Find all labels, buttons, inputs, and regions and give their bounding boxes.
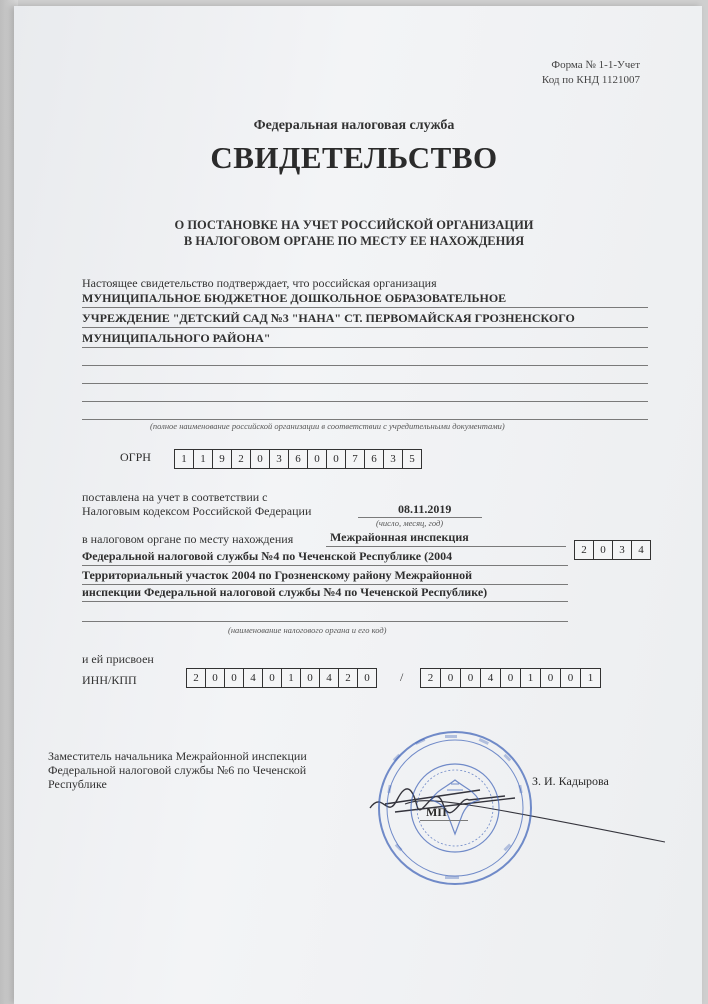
digit-box: 4	[319, 669, 338, 687]
org-name-line-3: МУНИЦИПАЛЬНОГО РАЙОНА"	[82, 331, 271, 345]
signatory-position: Заместитель начальника Межрайонной инспекции Федеральной налоговой службы №6 по Чеченской Республике	[48, 749, 307, 791]
inn-kpp-label: ИНН/КПП	[82, 673, 137, 687]
registration-line-1: поставлена на учет в соответствии с	[82, 490, 268, 504]
org-rule-7	[82, 419, 648, 420]
registration-date: 08.11.2019	[398, 502, 452, 516]
document-subtitle	[0, 217, 708, 249]
digit-box: 2	[427, 672, 434, 684]
digit-box: 0	[326, 450, 345, 468]
digit-box: 0	[593, 541, 612, 559]
authority-rule-4	[82, 601, 568, 602]
intro-text: Настоящее свидетельство подтверждает, что российская организация	[82, 276, 437, 290]
digit-box: 0	[205, 669, 224, 687]
digit-box: 7	[345, 450, 364, 468]
digit-box: 9	[212, 450, 231, 468]
org-rule-3	[82, 347, 648, 348]
digit-box: 0	[560, 669, 580, 687]
digit-box: 4	[243, 669, 262, 687]
inn-kpp-separator: /	[400, 670, 404, 684]
assigned-label: и ей присвоен	[82, 652, 154, 666]
digit-box: 0	[250, 450, 269, 468]
authority-line-1: Межрайонная инспекция	[330, 530, 469, 544]
digit-box: 4	[631, 541, 650, 559]
digit-box: 3	[269, 450, 288, 468]
org-rule-1	[82, 307, 648, 308]
inn-boxes	[186, 668, 377, 688]
org-rule-6	[82, 401, 648, 402]
digit-box: 0	[460, 669, 480, 687]
org-rule-2	[82, 327, 648, 328]
mp-rule	[420, 820, 468, 821]
digit-box: 3	[383, 450, 402, 468]
authority-caption: (наименование налогового органа и его код)	[228, 625, 387, 635]
ogrn-boxes	[174, 449, 422, 469]
digit-box: 1	[193, 450, 212, 468]
subtitle-line-1: О ПОСТАНОВКЕ НА УЧЕТ РОССИЙСКОЙ ОРГАНИЗАЦИИ	[174, 218, 534, 232]
tax-authority-code-boxes	[574, 540, 651, 560]
document-title: СВИДЕТЕЛЬСТВО	[210, 140, 498, 175]
digit-box: 4	[480, 669, 500, 687]
org-rule-4	[82, 365, 648, 366]
digit-box: 0	[500, 669, 520, 687]
digit-box: 1	[181, 453, 187, 465]
digit-box: 0	[540, 669, 560, 687]
form-number: Форма № 1-1-Учет	[551, 59, 640, 71]
digit-box: 2	[338, 669, 357, 687]
digit-box: 6	[364, 450, 383, 468]
digit-box: 0	[262, 669, 281, 687]
authority-rule-2	[82, 565, 568, 566]
date-caption: (число, месяц, год)	[376, 518, 444, 528]
org-rule-5	[82, 383, 648, 384]
subtitle-line-2: В НАЛОГОВОМ ОРГАНЕ ПО МЕСТУ ЕЕ НАХОЖДЕНИЯ	[183, 234, 525, 248]
digit-box: 0	[357, 669, 376, 687]
org-name-line-2: УЧРЕЖДЕНИЕ "ДЕТСКИЙ САД №3 "НАНА" СТ. ПЕРВОМАЙСКАЯ ГРОЗНЕНСКОГО	[82, 311, 575, 325]
digit-box: 2	[193, 672, 199, 684]
digit-box: 6	[288, 450, 307, 468]
knd-code: Код по КНД 1121007	[541, 74, 640, 86]
digit-box: 5	[402, 450, 421, 468]
digit-box: 0	[307, 450, 326, 468]
digit-box: 2	[581, 544, 587, 556]
authority-line-2: Федеральной налоговой службы №4 по Чеченской Республике (2004	[82, 549, 453, 563]
digit-box: 0	[224, 669, 243, 687]
service-name: Федеральная налоговая служба	[253, 118, 455, 133]
digit-box: 1	[520, 669, 540, 687]
authority-line-4: инспекции Федеральной налоговой службы №4 по Чеченской Республике)	[82, 585, 488, 599]
digit-box: 1	[580, 669, 600, 687]
digit-box: 2	[231, 450, 250, 468]
digit-box: 3	[612, 541, 631, 559]
signatory-name: З. И. Кадырова	[532, 774, 609, 788]
registration-line-2: Налоговым кодексом Российской Федерации	[82, 504, 312, 518]
authority-lead: в налоговом органе по месту нахождения	[82, 532, 294, 546]
org-caption: (полное наименование российской организации в соответствии с учредительными документами)	[150, 421, 505, 431]
ogrn-label: ОГРН	[120, 450, 151, 464]
digit-box: 0	[440, 669, 460, 687]
form-code	[542, 58, 640, 88]
org-name-line-1: МУНИЦИПАЛЬНОЕ БЮДЖЕТНОЕ ДОШКОЛЬНОЕ ОБРАЗОВАТЕЛЬНОЕ	[82, 291, 507, 305]
official-stamp	[375, 728, 535, 888]
kpp-boxes	[420, 668, 601, 688]
digit-box: 1	[281, 669, 300, 687]
authority-rule-5	[82, 621, 568, 622]
stamp-place-label: МП	[426, 805, 447, 819]
authority-line-3: Территориальный участок 2004 по Грозненскому району Межрайонной	[82, 568, 473, 582]
authority-rule-1	[326, 546, 566, 547]
digit-box: 0	[300, 669, 319, 687]
